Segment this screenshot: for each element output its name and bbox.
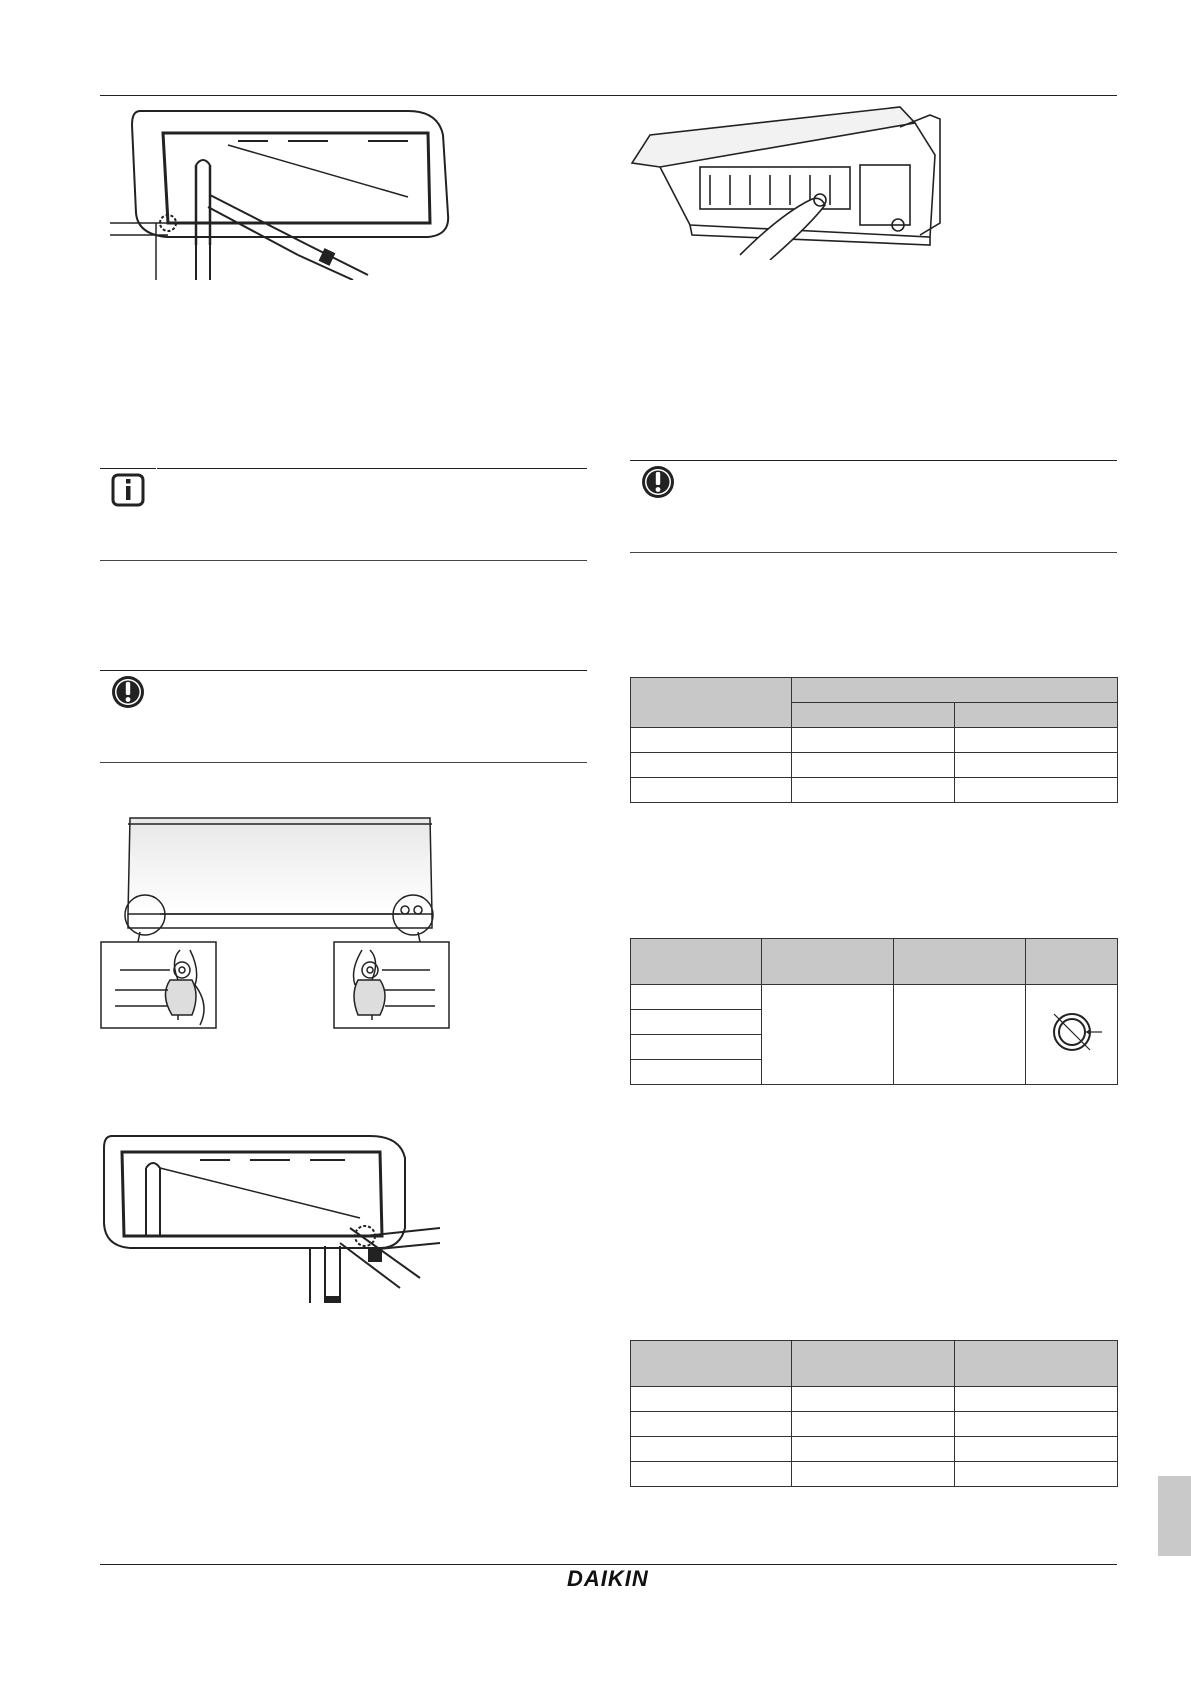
spec-table-1	[630, 677, 1118, 803]
table-row	[631, 778, 1118, 803]
table-row	[631, 985, 1118, 1010]
table-header-cell	[631, 1341, 792, 1387]
table-header-cell	[955, 703, 1118, 728]
table-header-cell	[762, 939, 894, 985]
notice-right-top-rule	[630, 460, 1117, 461]
table-header-cell	[894, 939, 1026, 985]
table-row	[631, 728, 1118, 753]
pipe-wall-thickness-icon	[1040, 1000, 1104, 1064]
figure-pipe-routing-right	[100, 1128, 440, 1303]
figure-unit-front-details	[100, 810, 460, 1030]
table-row	[631, 1387, 1118, 1412]
table-header-cell	[955, 1341, 1118, 1387]
table-row	[631, 1437, 1118, 1462]
table-header-cell	[792, 703, 955, 728]
table-header-cell	[1026, 939, 1118, 985]
table-row	[631, 753, 1118, 778]
exclamation-icon	[110, 674, 146, 710]
table-header-cell	[631, 939, 762, 985]
info-notice-bottom-rule	[100, 560, 587, 561]
section-tab-marker	[1158, 1476, 1191, 1556]
spec-table-3	[630, 1340, 1118, 1487]
table-header-cell	[792, 678, 1118, 703]
daikin-logo: DAIKIN	[567, 1566, 649, 1591]
notice-left-top-rule	[100, 670, 587, 671]
spec-table-2	[630, 938, 1118, 1085]
figure-pipe-routing-left	[108, 105, 468, 280]
figure-open-front-panel	[630, 105, 970, 260]
table-row	[631, 1462, 1118, 1487]
header-rule	[100, 95, 1117, 96]
exclamation-icon	[640, 464, 676, 500]
info-notice-top-rule	[100, 468, 587, 469]
info-icon	[111, 473, 145, 507]
info-notice-divider	[156, 468, 157, 560]
table-row	[631, 1412, 1118, 1437]
footer-rule	[100, 1564, 1117, 1565]
table-header-cell	[631, 678, 792, 728]
notice-left-bottom-rule	[100, 762, 587, 763]
notice-right-bottom-rule	[630, 552, 1117, 553]
table-header-cell	[792, 1341, 955, 1387]
